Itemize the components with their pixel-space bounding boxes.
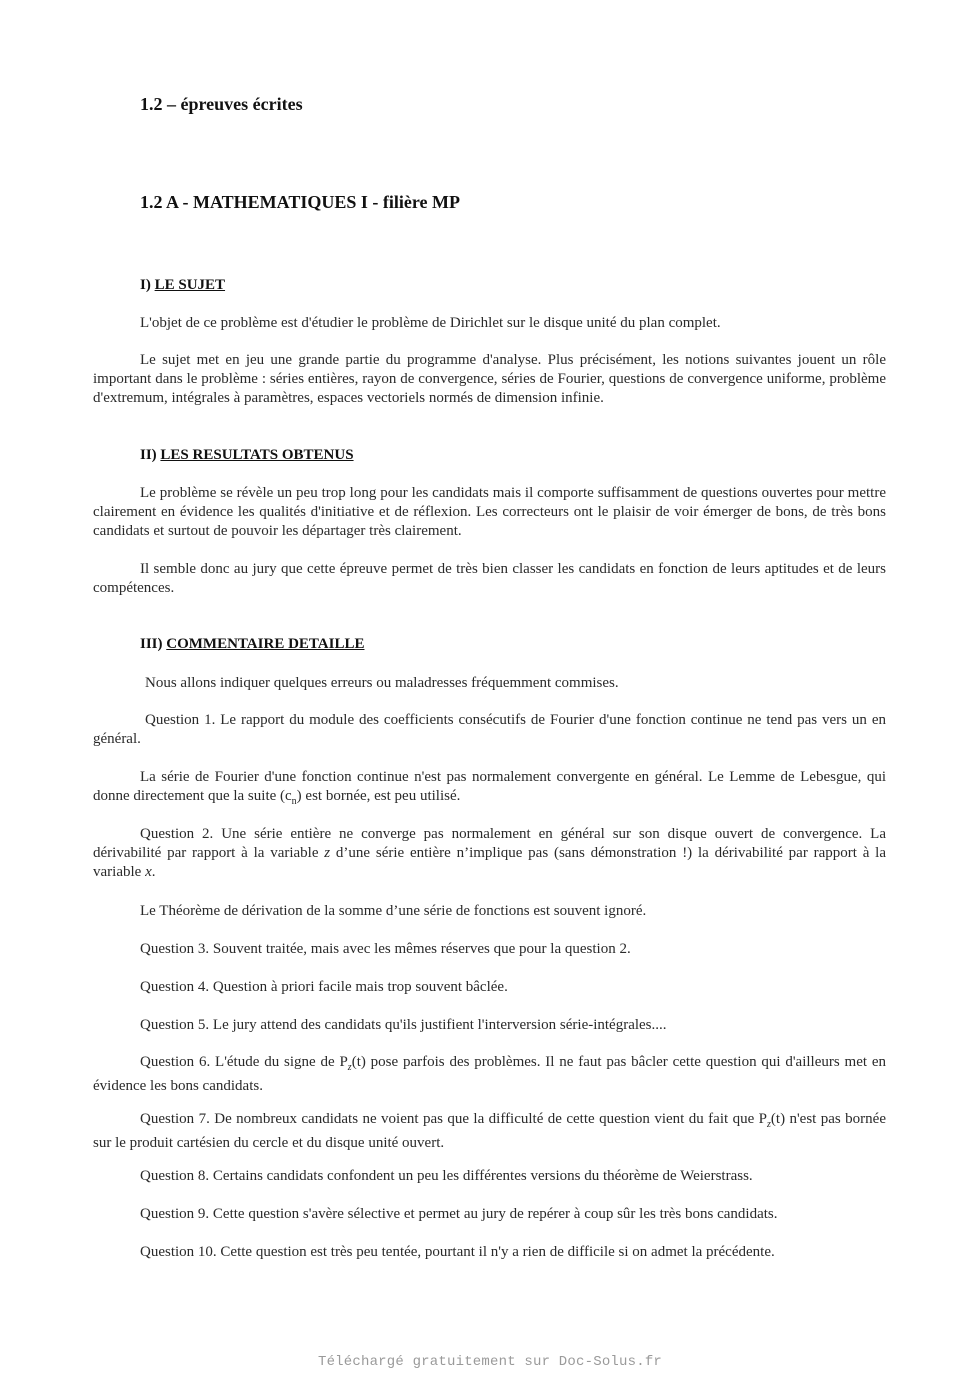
paragraph-question-8: Question 8. Certains candidats confondent un peu les différentes versions du théorème de Weierstrass. [140, 1168, 753, 1184]
text-run: Question 7. De nombreux candidats ne voient pas que la difficulté de cette question vient du fait que P [140, 1111, 767, 1127]
paragraph-question-1: Question 1. Le rapport du module des coefficients consécutifs de Fourier d'une fonction continue ne tend pas vers un en général. [93, 712, 886, 747]
paragraph-question-6 [93, 1053, 886, 1096]
paragraph: Le Théorème de dérivation de la somme d’une série de fonctions est souvent ignoré. [140, 903, 647, 919]
paragraph: L'objet de ce problème est d'étudier le problème de Dirichlet sur le disque unité du plan complet. [140, 315, 721, 331]
paragraph-question-4: Question 4. Question à priori facile mais trop souvent bâclée. [140, 979, 508, 995]
text-run: La série de Fourier d'une fonction continue n'est pas normalement convergente en général. Le Lemme de Lebesgue, qui donne directement que la suite (c [93, 769, 886, 804]
subscript: n [291, 796, 297, 807]
section-label: LE SUJET [154, 277, 226, 293]
text-run: ) est bornée, est peu utilisé. [296, 788, 461, 804]
paragraph [93, 768, 886, 811]
paragraph: Il semble donc au jury que cette épreuve permet de très bien classer les candidats en fonction de leurs aptitudes et de leurs compétences. [93, 561, 886, 596]
footer-watermark: Téléchargé gratuitement sur Doc-Solus.fr [317, 1354, 663, 1370]
section-title-sujet [140, 277, 225, 294]
section-number: I) [140, 277, 155, 293]
text-run: . [151, 864, 156, 880]
page-title: 1.2 – épreuves écrites [140, 94, 303, 114]
paragraph-question-9: Question 9. Cette question s'avère sélective et permet au jury de repérer à coup sûr les très bons candidats. [140, 1206, 778, 1222]
math-variable: z [324, 845, 331, 861]
paragraph-question-5: Question 5. Le jury attend des candidats qu'ils justifient l'interversion série-intégrales.... [140, 1017, 667, 1033]
text-run: d’une série entière n’implique pas (sans démonstration !) la dérivabilité par rapport à la variable [93, 845, 886, 880]
text-run: Question 6. L'étude du signe de P [140, 1054, 348, 1070]
paragraph: Le sujet met en jeu une grande partie du programme d'analyse. Plus précisément, les notions suivantes jouent un rôle important dans le problème : séries entières, rayon de convergence, séries de Fourier, questions de convergence uniforme, problème d'extremum, intégrales à paramètres, espaces vectoriels normés de dimension infinie. [93, 352, 886, 406]
paragraph: Le problème se révèle un peu trop long pour les candidats mais il comporte suffisamment de questions ouvertes pour mettre clairement en évidence les qualités d'initiative et de réflexion. Les correcteurs ont le plaisir de voir émerger de bons, de très bons candidats et surtout de pouvoir les départager très clairement. [93, 485, 886, 539]
text-run: (t) n'est pas bornée sur le produit cartésien du cercle et du disque unité ouvert. [93, 1111, 886, 1151]
subscript: z [767, 1119, 771, 1130]
paragraph-question-3: Question 3. Souvent traitée, mais avec les mêmes réserves que pour la question 2. [140, 941, 631, 957]
paragraph-question-10: Question 10. Cette question est très peu tentée, pourtant il n'y a rien de difficile si on admet la précédente. [140, 1244, 775, 1260]
section-title-resultats [140, 447, 354, 464]
section-number: III) [140, 636, 167, 652]
subscript: z [347, 1062, 352, 1073]
math-variable: x [145, 864, 152, 880]
section-title-commentaire [140, 636, 364, 653]
section-label: LES RESULTATS OBTENUS [160, 447, 354, 463]
paragraph-question-7 [93, 1110, 886, 1153]
paragraph: Nous allons indiquer quelques erreurs ou maladresses fréquemment commises. [145, 675, 619, 691]
section-heading: 1.2 A - MATHEMATIQUES I - filière MP [140, 192, 460, 212]
section-number: II) [140, 447, 161, 463]
text-run: (t) pose parfois des problèmes. Il ne faut pas bâcler cette question qui d'ailleurs met en évidence les bons candidats. [93, 1054, 886, 1094]
text-run: Question 2. Une série entière ne converge pas normalement en général sur son disque ouvert de convergence. La dérivabilité par rapport à la variable [93, 826, 886, 861]
paragraph-question-2 [93, 825, 886, 882]
section-label: COMMENTAIRE DETAILLE [166, 636, 365, 652]
